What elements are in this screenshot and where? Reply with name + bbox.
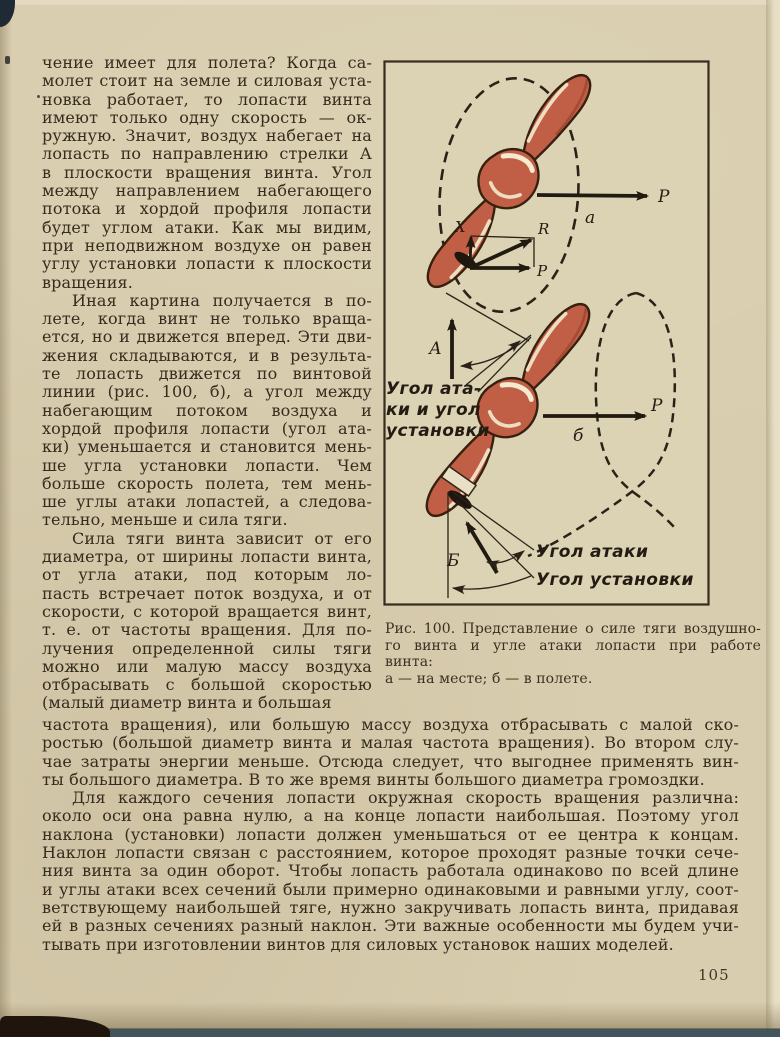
label-force-r: R xyxy=(538,220,550,238)
text-line: Иная картина получается в по- xyxy=(72,290,372,310)
text-line: т. е. от частоты вращения. Для по- xyxy=(42,620,372,640)
label-airflow-a: А xyxy=(429,339,442,359)
text-line: пасть встречает поток воздуха, и от xyxy=(42,583,372,603)
scan-edge-right xyxy=(766,0,780,1037)
label-force-x: X xyxy=(455,218,466,236)
text-line: винта: xyxy=(385,654,433,670)
thrust-arrow-a xyxy=(537,195,647,196)
text-line: диаметра, от ширины лопасти винта, xyxy=(42,547,372,567)
label-force-p: P xyxy=(537,262,548,280)
text-line: можно или малую массу воздуха xyxy=(42,656,372,676)
text-line: скорости, с которой вращается винт, xyxy=(42,601,372,621)
text-line: лете, когда винт не только враща- xyxy=(42,309,372,329)
text-line: наклона (установки) лопасти должен уменьшаться от ее центра к концам. xyxy=(42,824,739,844)
text-line: хордой профиля лопасти (угол ата- xyxy=(42,418,372,438)
text-line: лопасть по направлению стрелки А xyxy=(42,144,372,164)
text-line: те лопасть движется по винтовой xyxy=(42,364,372,384)
figure-caption xyxy=(385,621,761,687)
text-line: частота вращения), или большую массу воздуха отбрасывать с малой ско- xyxy=(42,715,739,734)
scan-edge-left xyxy=(0,0,12,1037)
text-line: тывать при изготовлении винтов для силовых установок наших моделей. xyxy=(42,934,674,954)
text-line: Сила тяги винта зависит от его xyxy=(72,528,372,548)
text-line: ния винта за один оборот. Чтобы лопасть работала одинаково по всей длине xyxy=(42,861,739,881)
text-line: лучения определенной силы тяги xyxy=(42,638,372,658)
text-line: в плоскости вращения винта. Угол xyxy=(42,162,372,182)
text-line: Для каждого сечения лопасти окружная скорость вращения различна: xyxy=(72,788,739,808)
text-line: имеют только одну скорость — ок- xyxy=(42,107,372,127)
text-line: тельно, меньше и сила тяги. xyxy=(42,510,288,530)
scan-corner-spot xyxy=(0,0,15,27)
text-line: ростью (большой диаметр винта и малая частота вращения). Во втором слу- xyxy=(42,733,739,753)
label-combined-angle-line1: Угол ата- xyxy=(386,379,482,399)
label-angle-attack: Угол атаки xyxy=(536,542,649,562)
scan-bottom-band xyxy=(40,1029,780,1037)
text-line: ей в разных сечениях разный наклон. Эти важные особенности мы будем учи- xyxy=(42,916,739,936)
text-line: ки) уменьшается и становится мень- xyxy=(42,437,372,457)
label-thrust-a: P xyxy=(658,187,670,207)
label-disc-a: а xyxy=(585,208,596,228)
label-disc-b: б xyxy=(573,426,584,446)
scan-edge-top xyxy=(0,0,780,5)
text-line: ветствующему наибольшей тяге, нужно закручивать лопасть винта, придавая xyxy=(42,897,739,917)
label-combined-angle-line3: установки xyxy=(386,421,490,441)
figure-100 xyxy=(378,55,718,611)
text-line: чае затраты энергии меньше. Отсюда следует, что выгоднее применять вин- xyxy=(42,751,739,771)
scan-speck xyxy=(5,56,10,64)
page-number: 105 xyxy=(698,966,730,984)
text-line: между направлением набегающего xyxy=(42,181,372,201)
text-line: ше угла установки лопасти. Чем xyxy=(42,455,372,475)
text-line: ется, но и движется вперед. Эти дви- xyxy=(42,327,372,347)
text-line: потока и хордой профиля лопасти xyxy=(42,199,372,219)
label-force-b: Б xyxy=(447,551,460,571)
text-line: набегающим потоком воздуха и xyxy=(42,400,372,420)
text-line: углу установки лопасти к плоскости xyxy=(42,254,372,274)
scan-shadow-bottom xyxy=(0,1002,780,1032)
text-line: линии (рис. 100, б), а угол между xyxy=(42,382,372,402)
text-line: Рис. 100. Представление о силе тяги воздушно- xyxy=(385,621,761,637)
text-line: при неподвижном воздухе он равен xyxy=(42,235,372,255)
text-line: новка работает, то лопасти винта xyxy=(42,89,372,109)
text-line: ружную. Значит, воздух набегает на xyxy=(42,126,372,146)
text-line: (малый диаметр винта и большая xyxy=(42,693,332,713)
label-thrust-b: P xyxy=(651,396,663,416)
text-line: и углы атаки всех сечений были примерно одинаковыми и равными углу, соот- xyxy=(42,879,739,899)
text-line: вращения. xyxy=(42,272,133,292)
text-line: больше скорость полета, тем мень- xyxy=(42,473,372,493)
text-line: от угла атаки, под которым ло- xyxy=(42,565,372,585)
text-line: жения складываются, и в результа- xyxy=(42,345,372,365)
text-line: молет стоит на земле и силовая уста- xyxy=(42,71,372,91)
label-combined-angle-line2: ки и угол xyxy=(386,400,481,420)
text-line: го винта и угле атаки лопасти при работе xyxy=(385,637,761,654)
main-text-column xyxy=(42,54,372,713)
vector-x-arrow xyxy=(470,237,471,268)
text-line: Наклон лопасти связан с расстоянием, которое проходят разные точки сече- xyxy=(42,843,739,863)
text-line: будет углом атаки. Как мы видим, xyxy=(42,217,372,237)
text-line: ше углы атаки лопастей, а следова- xyxy=(42,492,372,512)
main-text-full xyxy=(42,716,739,954)
text-line: чение имеет для полета? Когда са- xyxy=(42,53,372,72)
label-angle-setting: Угол установки xyxy=(536,570,694,590)
text-line: ты большого диаметра. В то же время винты большого диаметра громоздки. xyxy=(42,769,705,789)
scan-speck xyxy=(37,95,40,98)
text-line: отбрасывать с большой скоростью xyxy=(42,675,372,695)
text-line: около оси она равна нулю, а на конце лопасти наибольшая. Поэтому угол xyxy=(42,806,739,826)
text-line: а — на месте; б — в полете. xyxy=(385,670,593,687)
